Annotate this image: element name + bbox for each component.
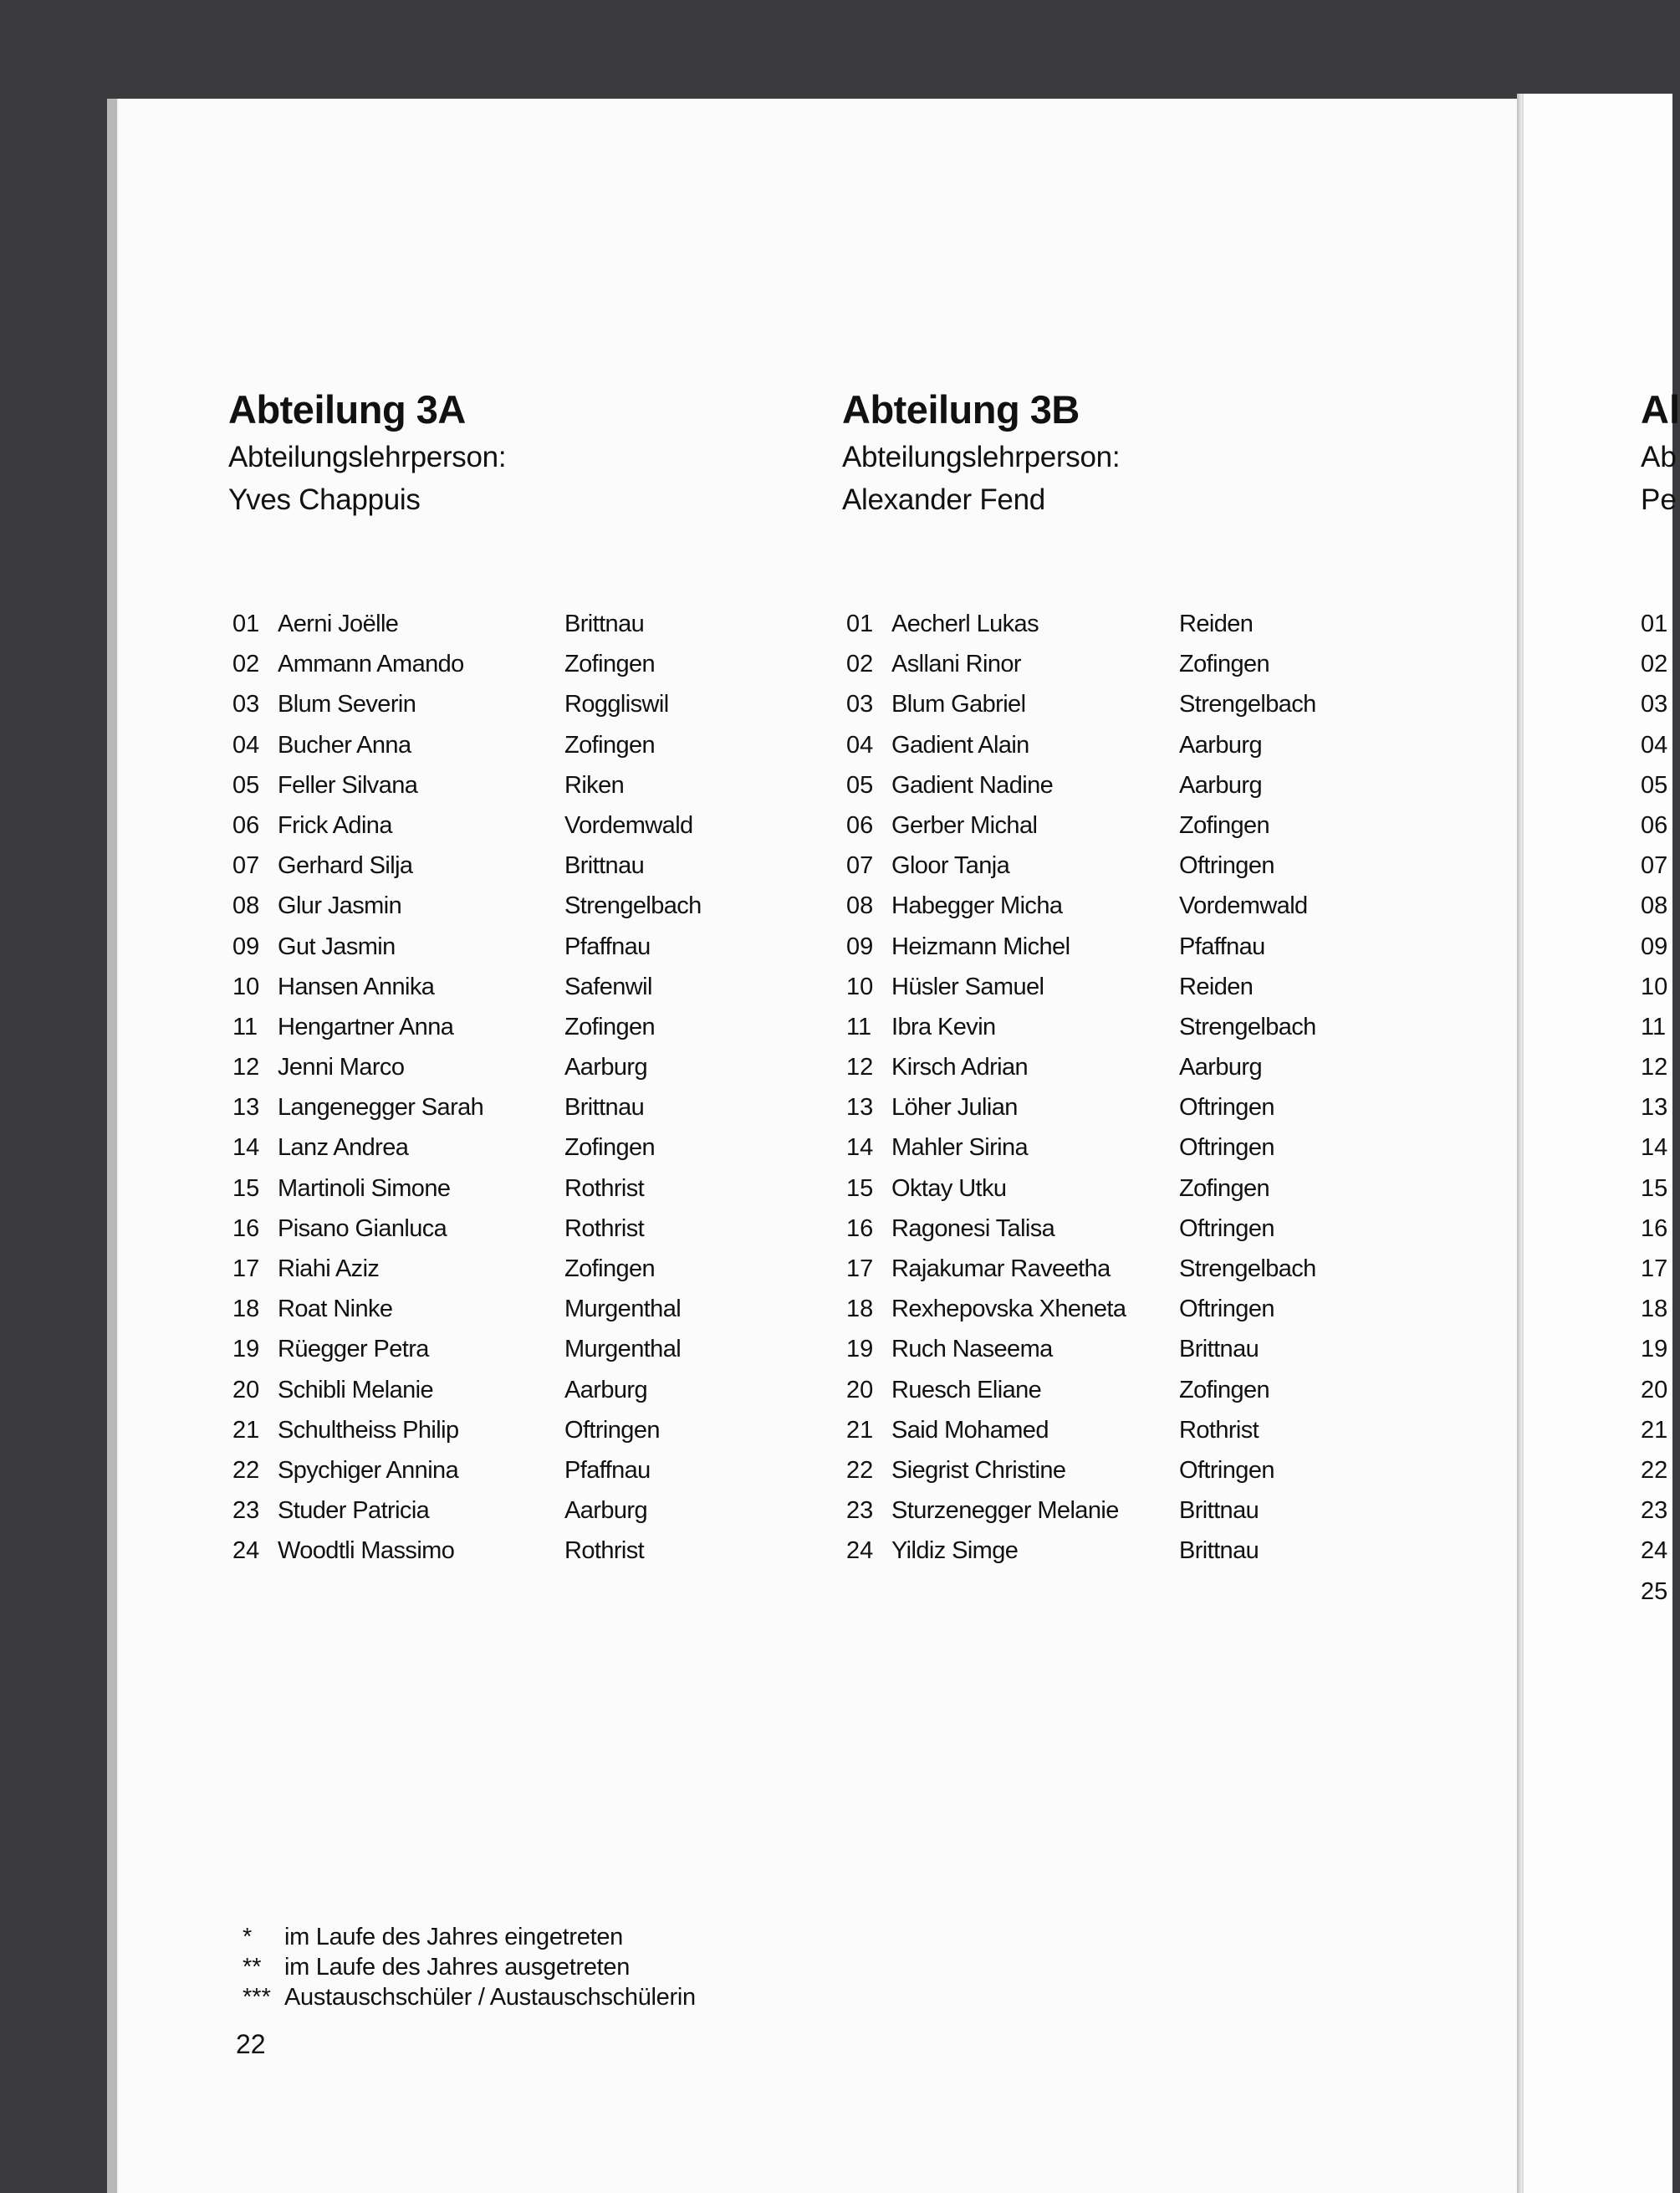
student-name: Kirsch Adrian	[891, 1054, 1029, 1081]
student-town: Zofingen	[1179, 1174, 1270, 1202]
student-town: Murgenthal	[564, 1296, 682, 1323]
student-town: Strengelbach	[1179, 1013, 1316, 1040]
student-number: 04	[1641, 731, 1668, 759]
student-number: 20	[1641, 1376, 1668, 1403]
student-number: 02	[1641, 651, 1668, 678]
student-number: 03	[1641, 691, 1668, 718]
student-name: Gut Jasmin	[278, 933, 396, 960]
student-number: 24	[846, 1537, 874, 1565]
student-town: Brittnau	[564, 852, 645, 880]
student-number: 12	[1641, 1054, 1668, 1081]
student-name: Gerhard Silja	[278, 852, 413, 880]
student-name: Gerber Michal	[891, 811, 1038, 839]
student-number: 06	[846, 811, 874, 839]
student-name: Schultheiss Philip	[278, 1416, 459, 1444]
student-number: 10	[1641, 973, 1668, 1000]
right-section-number-list	[1641, 604, 1667, 1612]
student-number: 03	[232, 691, 260, 718]
student-number: 13	[232, 1094, 260, 1122]
student-town: Oftringen	[1179, 1296, 1274, 1323]
student-town: Vordemwald	[564, 811, 693, 839]
page-number: 22	[236, 2029, 266, 2059]
student-name: Studer Patricia	[278, 1497, 430, 1525]
student-number: 14	[232, 1134, 260, 1162]
student-number: 06	[232, 811, 260, 839]
student-town: Aarburg	[564, 1497, 647, 1525]
footnote-mark: ***	[243, 1984, 271, 2011]
student-number: 20	[846, 1376, 874, 1403]
student-name: Yildiz Simge	[891, 1537, 1019, 1565]
student-number: 19	[1641, 1336, 1668, 1363]
student-number: 19	[232, 1336, 260, 1363]
student-number: 19	[846, 1336, 874, 1363]
footnote-text: im Laufe des Jahres ausgetreten	[284, 1954, 631, 1981]
student-town: Zofingen	[564, 1134, 656, 1162]
student-town: Oftringen	[1179, 1134, 1274, 1162]
section-3b-header	[842, 387, 1121, 516]
right-section-teacher-name: Pe	[1641, 483, 1677, 516]
student-number: 24	[1641, 1537, 1668, 1565]
student-number: 18	[846, 1296, 874, 1323]
student-town: Rothrist	[564, 1174, 645, 1202]
student-town: Roggliswil	[564, 691, 669, 718]
student-name: Habegger Micha	[891, 892, 1063, 920]
student-name: Frick Adina	[278, 811, 392, 839]
student-name: Rajakumar Raveetha	[891, 1255, 1111, 1282]
footnote-text: im Laufe des Jahres eingetreten	[284, 1924, 624, 1950]
student-name: Pisano Gianluca	[278, 1214, 447, 1242]
student-name: Gadient Nadine	[891, 771, 1054, 799]
student-name: Blum Severin	[278, 691, 416, 718]
student-number: 07	[846, 852, 874, 880]
student-name: Riahi Aziz	[278, 1255, 380, 1282]
student-name: Roat Ninke	[278, 1296, 393, 1323]
student-number: 14	[846, 1134, 874, 1162]
student-town: Zofingen	[1179, 811, 1270, 839]
student-town: Oftringen	[1179, 1456, 1274, 1484]
student-name: Glur Jasmin	[278, 892, 402, 920]
student-name: Hüsler Samuel	[891, 973, 1044, 1000]
student-number: 23	[1641, 1497, 1668, 1525]
student-town: Aarburg	[1179, 1054, 1262, 1081]
student-town: Pfaffnau	[564, 1456, 651, 1484]
student-number: 23	[232, 1497, 260, 1525]
student-number: 11	[232, 1013, 258, 1040]
student-number: 15	[1641, 1174, 1668, 1202]
student-name: Löher Julian	[891, 1094, 1018, 1122]
student-number: 21	[846, 1416, 874, 1444]
student-number: 10	[232, 973, 260, 1000]
student-number: 25	[1641, 1577, 1668, 1605]
student-name: Said Mohamed	[891, 1416, 1049, 1444]
student-number: 16	[232, 1214, 260, 1242]
student-number: 24	[232, 1537, 260, 1565]
student-town: Strengelbach	[564, 892, 702, 920]
section-3b-teacher-name: Alexander Fend	[842, 483, 1045, 516]
student-town: Brittnau	[1179, 1537, 1259, 1565]
section-3b-teacher-label: Abteilungslehrperson:	[842, 441, 1121, 473]
student-name: Sturzenegger Melanie	[891, 1497, 1119, 1525]
student-town: Aarburg	[564, 1376, 647, 1403]
student-number: 21	[1641, 1416, 1668, 1444]
student-town: Rothrist	[564, 1214, 645, 1242]
student-town: Reiden	[1179, 611, 1254, 637]
student-town: Aarburg	[1179, 731, 1262, 759]
footnote-mark: **	[243, 1954, 262, 1981]
student-town: Brittnau	[564, 611, 645, 637]
student-number: 11	[1641, 1013, 1667, 1040]
student-number: 05	[1641, 771, 1668, 799]
student-number: 04	[846, 731, 874, 759]
student-name: Ibra Kevin	[891, 1013, 996, 1040]
student-name: Bucher Anna	[278, 731, 411, 759]
student-number: 22	[846, 1456, 874, 1484]
student-name: Ammann Amando	[278, 651, 464, 678]
student-number: 06	[1641, 811, 1668, 839]
student-number: 10	[846, 973, 874, 1000]
footnote-mark: *	[243, 1924, 253, 1950]
student-number: 12	[846, 1054, 874, 1081]
student-number: 22	[1641, 1456, 1668, 1484]
student-town: Brittnau	[1179, 1336, 1259, 1363]
student-town: Zofingen	[564, 651, 656, 678]
student-name: Ruch Naseema	[891, 1336, 1053, 1363]
student-name: Aecherl Lukas	[891, 611, 1039, 637]
student-name: Hansen Annika	[278, 973, 435, 1000]
student-town: Brittnau	[1179, 1497, 1259, 1525]
section-3a-teacher-label: Abteilungslehrperson:	[228, 441, 507, 473]
student-town: Rothrist	[1179, 1416, 1259, 1444]
student-name: Asllani Rinor	[891, 651, 1021, 678]
student-number: 12	[232, 1054, 260, 1081]
student-town: Oftringen	[564, 1416, 660, 1444]
student-number: 09	[846, 933, 874, 960]
student-number: 21	[232, 1416, 260, 1444]
section-3a-teacher-name: Yves Chappuis	[228, 483, 421, 516]
section-3a-title: Abteilung 3A	[228, 387, 466, 432]
student-name: Mahler Sirina	[891, 1134, 1029, 1162]
student-name: Heizmann Michel	[891, 933, 1070, 960]
student-town: Riken	[564, 771, 625, 799]
student-town: Zofingen	[564, 731, 656, 759]
student-town: Strengelbach	[1179, 691, 1316, 718]
student-name: Schibli Melanie	[278, 1376, 434, 1403]
right-page-content	[1524, 94, 1680, 2193]
student-number: 15	[232, 1174, 260, 1202]
student-number: 07	[232, 852, 260, 880]
section-3b-title: Abteilung 3B	[842, 387, 1080, 432]
student-number: 20	[232, 1376, 260, 1403]
student-number: 18	[232, 1296, 260, 1323]
student-town: Brittnau	[564, 1094, 645, 1122]
student-number: 23	[846, 1497, 874, 1525]
student-name: Siegrist Christine	[891, 1456, 1066, 1484]
student-number: 01	[232, 611, 260, 637]
right-section-title: Al	[1641, 387, 1680, 432]
student-name: Spychiger Annina	[278, 1456, 459, 1484]
student-name: Jenni Marco	[278, 1054, 405, 1081]
student-town: Zofingen	[1179, 1376, 1270, 1403]
student-name: Hengartner Anna	[278, 1013, 454, 1040]
student-name: Langenegger Sarah	[278, 1094, 484, 1122]
student-town: Oftringen	[1179, 1214, 1274, 1242]
student-town: Oftringen	[1179, 1094, 1274, 1122]
student-name: Woodtli Massimo	[278, 1537, 455, 1565]
student-number: 17	[846, 1255, 874, 1282]
student-town: Vordemwald	[1179, 892, 1308, 920]
student-name: Martinoli Simone	[278, 1174, 451, 1202]
student-number: 13	[846, 1094, 874, 1122]
student-town: Reiden	[1179, 973, 1254, 1000]
page-edge	[107, 99, 117, 2193]
student-number: 15	[846, 1174, 874, 1202]
student-number: 16	[1641, 1214, 1668, 1242]
student-town: Oftringen	[1179, 852, 1274, 880]
student-number: 02	[846, 651, 874, 678]
student-name: Gadient Alain	[891, 731, 1029, 759]
student-name: Oktay Utku	[891, 1174, 1007, 1202]
student-name: Ragonesi Talisa	[891, 1214, 1055, 1242]
student-town: Strengelbach	[1179, 1255, 1316, 1282]
student-number: 17	[1641, 1255, 1668, 1282]
student-number: 01	[846, 611, 874, 637]
student-number: 04	[232, 731, 260, 759]
student-town: Zofingen	[564, 1013, 656, 1040]
right-section-teacher-label: Ab	[1641, 441, 1677, 473]
student-number: 05	[846, 771, 874, 799]
student-number: 08	[846, 892, 874, 920]
student-name: Aerni Joëlle	[278, 611, 399, 637]
student-number: 08	[1641, 892, 1668, 920]
section-3a-header	[228, 387, 507, 516]
student-town: Murgenthal	[564, 1336, 682, 1363]
student-number: 16	[846, 1214, 874, 1242]
student-town: Pfaffnau	[1179, 933, 1265, 960]
student-number: 09	[232, 933, 260, 960]
student-number: 02	[232, 651, 260, 678]
footnote-text: Austauschschüler / Austauschschülerin	[284, 1984, 696, 2011]
student-name: Feller Silvana	[278, 771, 418, 799]
student-town: Zofingen	[564, 1255, 656, 1282]
student-town: Aarburg	[564, 1054, 647, 1081]
student-number: 22	[232, 1456, 260, 1484]
student-name: Rüegger Petra	[278, 1336, 429, 1363]
student-number: 05	[232, 771, 260, 799]
student-number: 09	[1641, 933, 1668, 960]
student-town: Pfaffnau	[564, 933, 651, 960]
student-town: Rothrist	[564, 1537, 645, 1565]
student-name: Lanz Andrea	[278, 1134, 409, 1162]
student-name: Gloor Tanja	[891, 852, 1010, 880]
student-name: Blum Gabriel	[891, 691, 1026, 718]
student-number: 03	[846, 691, 874, 718]
student-number: 17	[232, 1255, 260, 1282]
student-number: 11	[846, 1013, 872, 1040]
student-name: Ruesch Eliane	[891, 1376, 1042, 1403]
student-number: 07	[1641, 852, 1668, 880]
student-number: 14	[1641, 1134, 1668, 1162]
student-number: 08	[232, 892, 260, 920]
student-number: 13	[1641, 1094, 1668, 1122]
student-town: Zofingen	[1179, 651, 1270, 678]
student-name: Rexhepovska Xheneta	[891, 1296, 1126, 1323]
student-number: 18	[1641, 1296, 1668, 1323]
student-town: Aarburg	[1179, 771, 1262, 799]
student-town: Safenwil	[564, 973, 652, 1000]
student-number: 01	[1641, 611, 1668, 637]
